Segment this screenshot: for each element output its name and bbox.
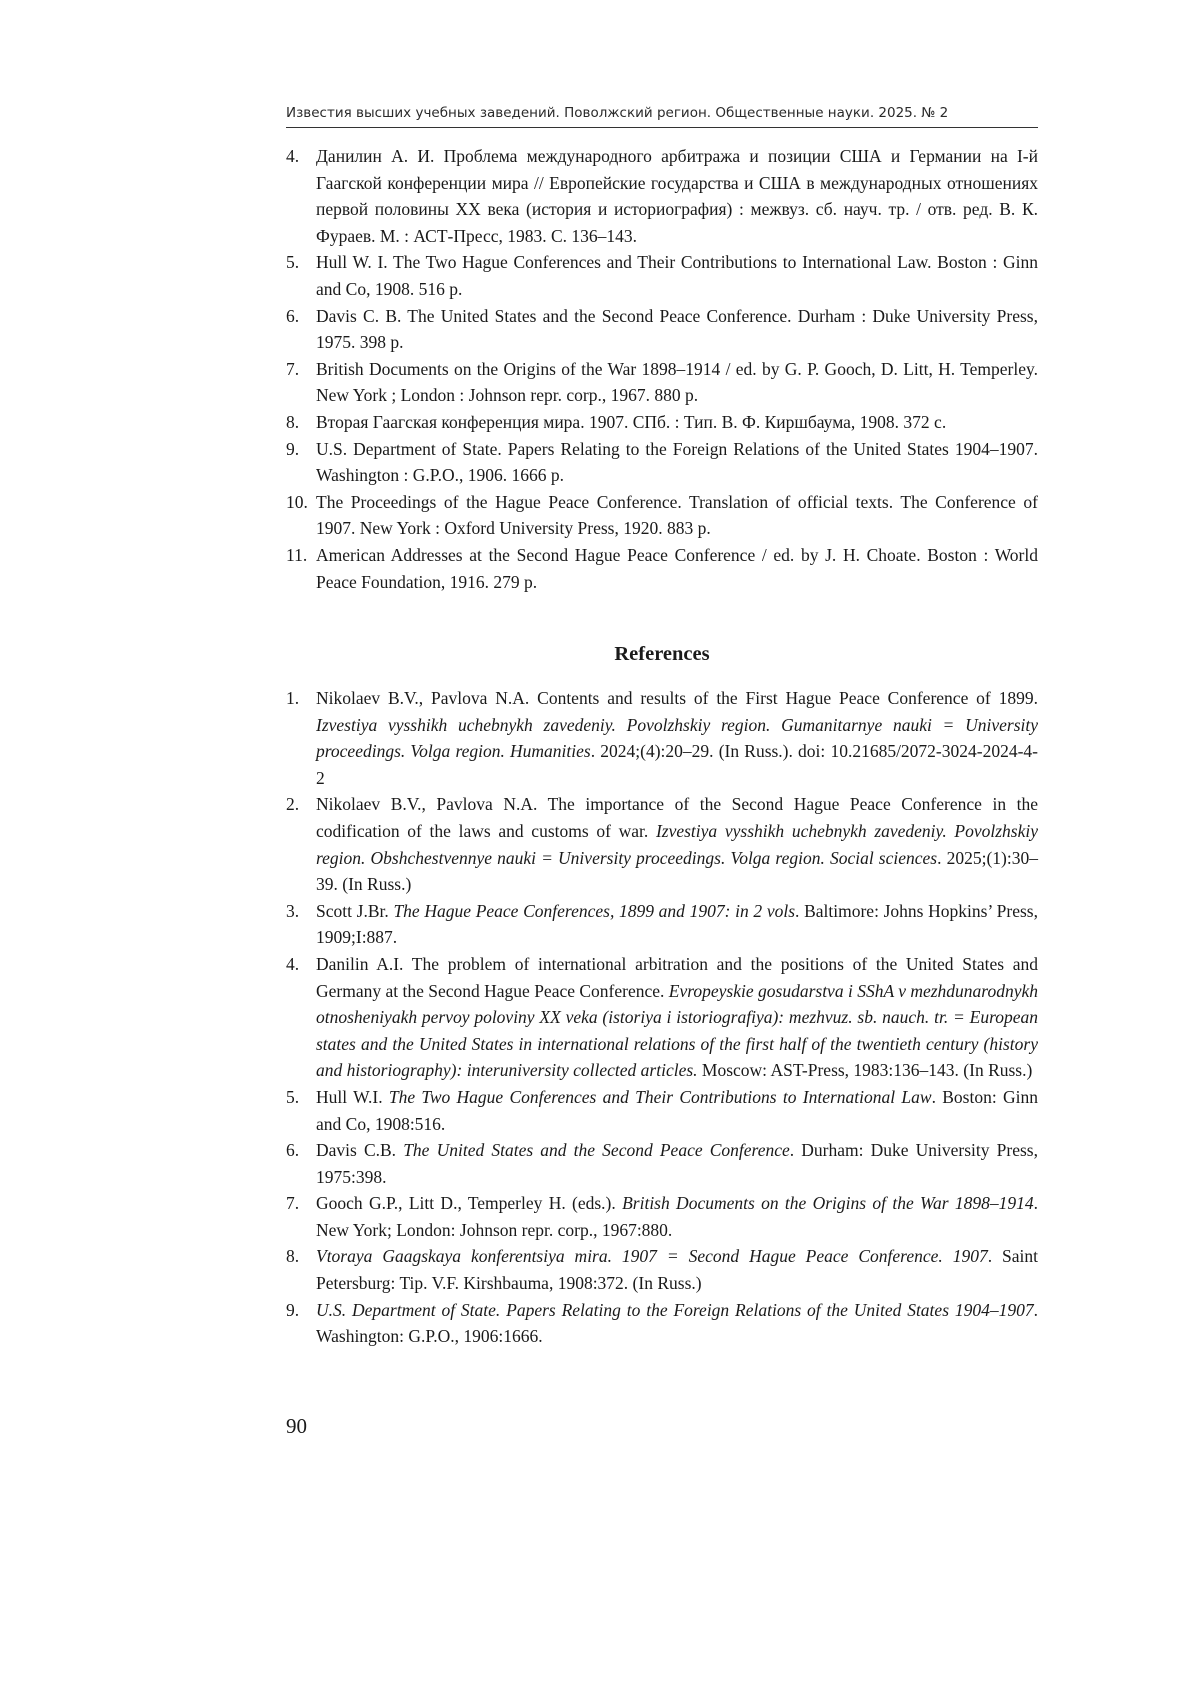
reference-item xyxy=(286,303,1038,356)
reference-text: Nikolaev B.V., Pavlova N.A. The importance of the Second Hague Peace Conference in the codification of the laws and customs of war. xyxy=(316,794,1038,841)
reference-text: Davis C. B. The United States and the Second Peace Conference. Durham : Duke University Press, 1975. 398 p. xyxy=(316,305,1038,353)
reference-item xyxy=(286,436,1038,489)
reference-text: Hull W. I. The Two Hague Conferences and Their Contributions to International Law. Boston : Ginn and Co, 1908. 516 p. xyxy=(316,252,1038,299)
reference-text: Scott J.Br. xyxy=(316,900,394,921)
reference-item xyxy=(286,249,1038,302)
reference-number: 6. xyxy=(286,305,300,326)
reference-text: Hull W.I. xyxy=(316,1086,389,1107)
reference-number: 7. xyxy=(286,1193,300,1214)
reference-list-russian xyxy=(286,143,1038,595)
reference-item xyxy=(286,1190,1038,1243)
reference-number: 9. xyxy=(286,1299,300,1320)
reference-item xyxy=(286,489,1038,542)
page-number: 90 xyxy=(286,1414,307,1438)
reference-details: . Washington: G.P.O., 1906:1666. xyxy=(316,1299,1038,1347)
reference-number: 9. xyxy=(286,438,300,459)
reference-source-title: British Documents on the Origins of the War 1898–1914 xyxy=(622,1193,1034,1214)
reference-text: Nikolaev B.V., Pavlova N.A. Contents and results of the First Hague Peace Conference of 1899. xyxy=(316,688,1038,708)
reference-text: British Documents on the Origins of the War 1898–1914 / ed. by G. P. Gooch, D. Litt, H. Temperley. New York ; London : Johnson repr. corp., 1967. 880 p. xyxy=(316,358,1038,406)
reference-item xyxy=(286,143,1038,249)
reference-number: 5. xyxy=(286,1086,300,1107)
reference-text: Gooch G.P., Litt D., Temperley H. (eds.). xyxy=(316,1193,623,1214)
reference-number: 2. xyxy=(286,794,300,815)
reference-text: Вторая Гаагская конференция мира. 1907. СПб. : Тип. В. Ф. Киршбаума, 1908. 372 с. xyxy=(316,411,947,432)
reference-number: 8. xyxy=(286,1246,300,1267)
reference-item xyxy=(286,898,1038,951)
reference-text: The Proceedings of the Hague Peace Conference. Translation of official texts. The Conference of 1907. New York : Oxford University Press, 1920. 883 p. xyxy=(316,491,1038,539)
reference-details: . Durham: Duke University Press, 1975:398. xyxy=(316,1140,1038,1187)
reference-source-title: Evropeyskie gosudarstva i SShA v mezhdunarodnykh otnosheniyakh pervoy poloviny XX veka (istoriya i istoriografiya): mezhvuz. sb. nauch. tr. = European states and the United States in international relations of the first half of the twentieth century (history and historiography): interuniversity collected articles. xyxy=(316,980,1038,1081)
reference-item xyxy=(286,1243,1038,1296)
reference-details: . Baltimore: Johns Hopkins’ Press, 1909;I:887. xyxy=(316,900,1038,948)
reference-item xyxy=(286,542,1038,595)
reference-item xyxy=(286,791,1038,897)
reference-text: American Addresses at the Second Hague Peace Conference / ed. by J. H. Choate. Boston : World Peace Foundation, 1916. 279 p. xyxy=(316,544,1038,592)
reference-details: . 2024;(4):20–29. (In Russ.). doi: 10.21685/2072-3024-2024-4-2 xyxy=(316,741,1038,788)
reference-number: 6. xyxy=(286,1140,300,1161)
reference-source-title: Izvestiya vysshikh uchebnykh zavedeniy. Povolzhskiy region. Gumanitarnye nauki = University proceedings. Volga region. Humanities xyxy=(316,714,1038,762)
reference-text: Davis C.B. xyxy=(316,1140,404,1161)
reference-number: 10. xyxy=(286,491,308,512)
reference-number: 1. xyxy=(286,688,300,708)
reference-source-title: U.S. Department of State. Papers Relating to the Foreign Relations of the United States 1904–1907 xyxy=(316,1299,1034,1320)
reference-item xyxy=(286,1297,1038,1350)
reference-text: U.S. Department of State. Papers Relating to the Foreign Relations of the United States 1904–1907. Washington : G.P.O., 1906. 1666 p. xyxy=(316,438,1038,486)
references-heading: References xyxy=(614,643,710,665)
header-divider xyxy=(286,127,1038,128)
reference-number: 8. xyxy=(286,411,300,432)
reference-number: 11. xyxy=(286,544,308,565)
reference-item xyxy=(286,685,1038,791)
reference-item xyxy=(286,409,1038,436)
reference-number: 4. xyxy=(286,146,300,166)
reference-number: 7. xyxy=(286,358,300,379)
reference-number: 5. xyxy=(286,252,300,273)
reference-source-title: The United States and the Second Peace Conference xyxy=(403,1140,790,1161)
reference-source-title: The Hague Peace Conferences, 1899 and 1907: in 2 vols xyxy=(393,900,796,921)
reference-text: Danilin A.I. The problem of international arbitration and the positions of the United States and Germany at the Second Hague Peace Conference. xyxy=(316,953,1038,1001)
reference-number: 4. xyxy=(286,953,300,974)
reference-details: . New York; London: Johnson repr. corp., 1967:880. xyxy=(316,1193,1038,1240)
reference-source-title: Vtoraya Gaagskaya konferentsiya mira. 1907 = Second Hague Peace Conference. 1907 xyxy=(316,1246,988,1267)
reference-details: . Boston: Ginn and Co, 1908:516. xyxy=(316,1086,1038,1134)
reference-item xyxy=(286,1084,1038,1137)
reference-item xyxy=(286,1137,1038,1190)
reference-details: . Saint Petersburg: Tip. V.F. Kirshbauma, 1908:372. (In Russ.) xyxy=(316,1246,1038,1294)
reference-item xyxy=(286,356,1038,409)
reference-source-title: The Two Hague Conferences and Their Contributions to International Law xyxy=(388,1086,932,1107)
reference-item xyxy=(286,951,1038,1084)
reference-text: Данилин А. И. Проблема международного арбитража и позиции США и Германии на I-й Гаагской конференции мира // Европейские государства и США в международных отношениях первой половины XX века (история и историография) : межвуз. сб. науч. тр. / отв. ред. В. К. Фураев. М. : АСТ-Пресс, 1983. С. 136–143. xyxy=(316,146,1038,246)
running-header: Известия высших учебных заведений. Поволжский регион. Общественные науки. 2025. № 2 xyxy=(286,105,949,121)
reference-list-english xyxy=(286,685,1038,1350)
reference-source-title: Izvestiya vysshikh uchebnykh zavedeniy. Povolzhskiy region. Obshchestvennye nauki = University proceedings. Volga region. Social sciences xyxy=(316,820,1038,868)
reference-number: 3. xyxy=(286,900,300,921)
reference-details: Moscow: AST-Press, 1983:136–143. (In Russ.) xyxy=(697,1060,1033,1081)
reference-details: . 2025;(1):30–39. (In Russ.) xyxy=(316,847,1038,895)
